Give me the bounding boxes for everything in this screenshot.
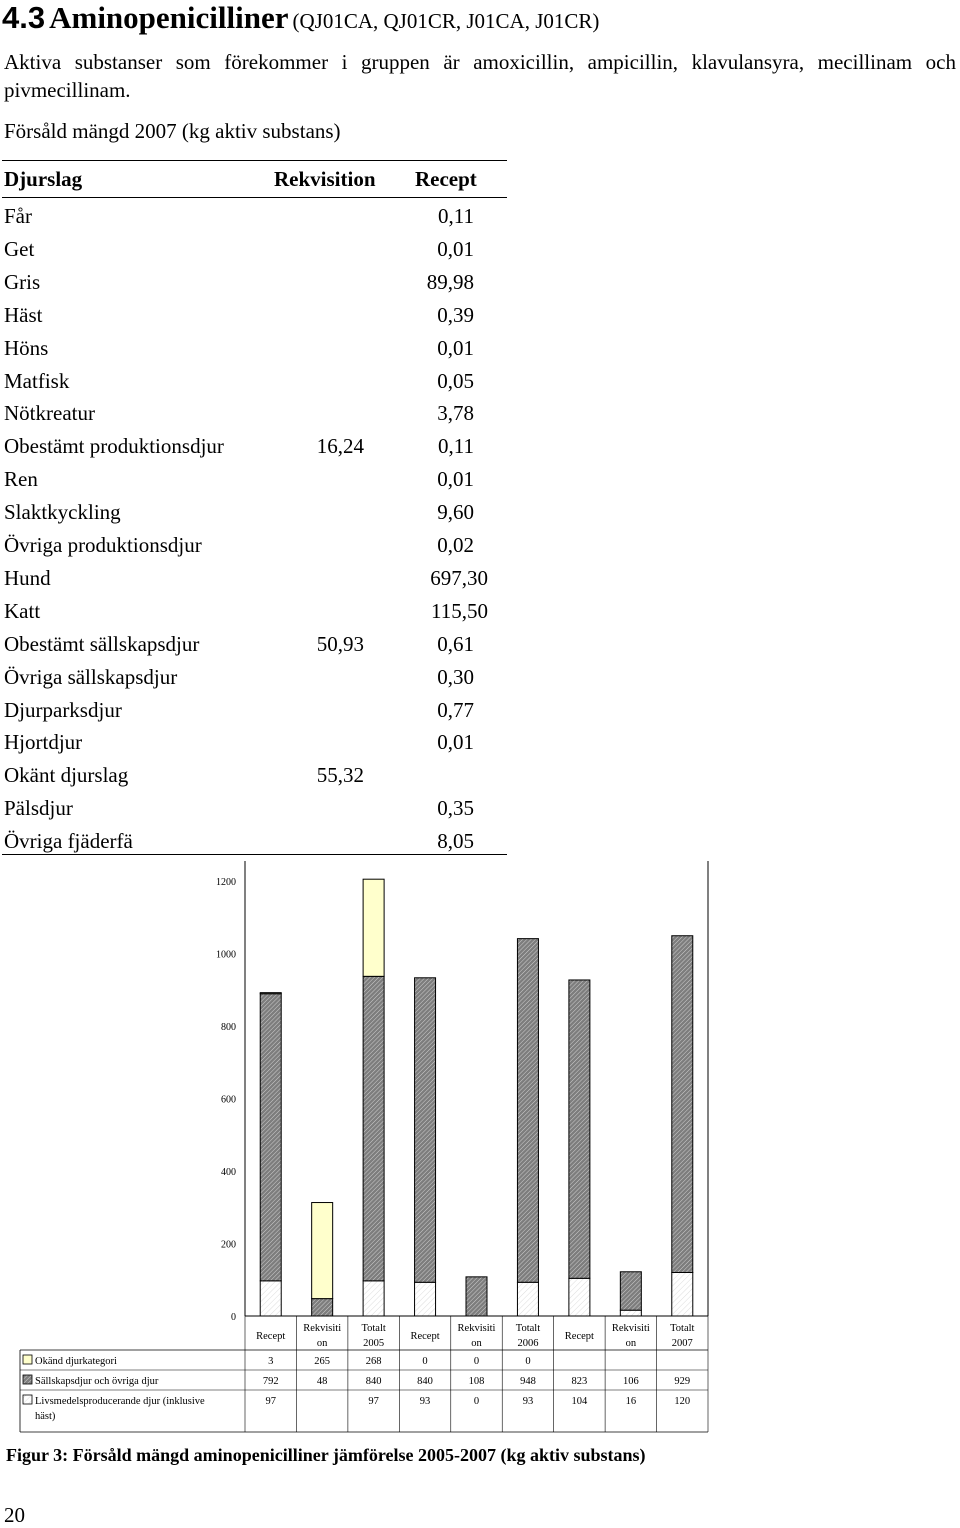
data-table-value: 16 [625,1396,637,1407]
data-table-value: 97 [368,1396,379,1407]
y-tick-label: 400 [221,1167,236,1178]
cell-recept: 0,01 [437,335,474,360]
cell-recept: 0,61 [437,631,474,656]
cell-djurslag: Övriga sällskapsdjur [4,664,178,689]
table-row [2,336,507,369]
bar-segment [312,1299,333,1316]
cell-djurslag: Obestämt produktionsdjur [4,434,224,459]
data-table-value: 823 [571,1376,588,1387]
x-category-label: Rekvisiti on [457,1323,496,1349]
atc-codes: (QJ01CA, QJ01CR, J01CA, J01CR) [292,9,600,33]
bar-segment [312,1203,333,1299]
data-table-value: 97 [265,1396,276,1407]
table-row [2,730,507,763]
data-table-value: 120 [674,1396,691,1407]
bar-segment [466,1277,487,1316]
cell-recept: 0,39 [437,302,474,327]
legend-label: Okänd djurkategori [35,1356,117,1367]
header-djurslag: Djurslag [4,167,83,191]
cell-djurslag: Häst [4,302,43,327]
data-table-value: 93 [522,1396,534,1407]
x-category-label: Recept [256,1331,286,1342]
intro-paragraph: Aktiva substanser som förekommer i gruppen är amoxicillin, ampicillin, klavulansyra, mecillinam och pivmecillinam. [4,50,956,102]
table-row [2,369,507,402]
table-row [2,500,507,533]
legend-swatch [23,1375,32,1384]
x-category-label: Recept [410,1331,440,1342]
data-table-value: 265 [314,1356,331,1367]
bar-segment [260,1281,281,1316]
bar-segment [672,1273,693,1317]
data-table-value: 792 [262,1376,279,1387]
section-heading [2,0,599,36]
cell-djurslag: Höns [4,335,49,360]
y-tick-label: 1000 [216,949,236,961]
cell-recept: 0,30 [437,664,474,689]
cell-djurslag: Slaktkyckling [4,500,121,525]
cell-recept: 0,11 [438,204,474,228]
data-table-value: 840 [365,1376,382,1387]
cell-djurslag: Gris [4,269,41,294]
cell-recept: 3,78 [437,401,474,426]
data-table-value: 268 [365,1356,382,1367]
cell-djurslag: Nötkreatur [4,401,95,426]
cell-recept: 0,77 [437,697,474,722]
cell-djurslag: Får [4,204,32,228]
cell-djurslag: Hund [4,565,51,590]
bar-segment [620,1310,641,1316]
x-category-label: Recept [564,1331,594,1342]
bar-segment [569,980,590,1278]
data-table-value: 0 [525,1356,531,1367]
section-number: 4.3 [2,0,46,35]
y-tick-label: 1200 [216,877,236,888]
table-row [2,665,507,698]
data-table-value: 0 [473,1356,480,1367]
table-caption: Försåld mängd 2007 (kg aktiv substans) [4,119,341,143]
stacked-bar-chart [0,855,960,1440]
table-top-rule [2,160,507,161]
legend-label: Livsmedelsproducerande djur (inklusive häst) [35,1396,205,1422]
table-row [2,434,507,467]
bar-segment [415,978,436,1283]
cell-rekvisition: 16,24 [316,434,364,459]
data-table-value: 948 [520,1376,536,1387]
x-category-label: Rekvisiti on [303,1323,342,1349]
bar-segment [260,994,281,1281]
cell-recept: 0,01 [437,467,474,492]
y-tick-label: 800 [221,1022,236,1033]
data-table-value: 929 [674,1376,691,1387]
table-row [2,204,507,237]
y-tick-label: 0 [231,1312,236,1323]
cell-djurslag: Hjortdjur [4,730,83,755]
table-row [2,599,507,632]
cell-djurslag: Djurparksdjur [4,697,122,722]
data-table-value: 3 [268,1356,274,1367]
data-table-value: 104 [571,1396,588,1407]
table-row [2,632,507,665]
data-table-value: 106 [622,1376,639,1387]
bar-segment [517,939,538,1283]
page-number: 20 [4,1503,25,1527]
cell-djurslag: Ren [4,467,38,492]
bar-segment [415,1282,436,1316]
cell-recept: 0,05 [437,368,474,393]
bar-segment [363,1281,384,1316]
bar-segment [517,1282,538,1316]
cell-recept: 0,11 [438,434,474,459]
x-category-label: Totalt 2007 [670,1323,695,1349]
cell-djurslag: Katt [4,598,41,623]
cell-djurslag: Okänt djurslag [4,763,129,788]
cell-recept: 0,01 [437,236,474,261]
table-row [2,698,507,731]
table-row [2,237,507,270]
cell-recept: 0,02 [437,533,474,557]
cell-recept: 0,01 [437,730,474,755]
cell-recept: 697,30 [430,565,488,590]
table-header-rule [2,197,507,198]
legend-label: Sällskapsdjur och övriga djur [35,1376,159,1387]
x-category-label: Totalt 2005 [361,1323,386,1349]
table-row [2,566,507,599]
cell-djurslag: Övriga produktionsdjur [4,533,202,557]
data-table-value: 0 [473,1396,480,1407]
cell-recept: 89,98 [426,269,474,294]
cell-djurslag: Matfisk [4,368,70,393]
bar-segment [672,936,693,1273]
header-recept: Recept [415,167,477,191]
cell-djurslag: Övriga fjäderfä [4,829,133,854]
cell-rekvisition: 50,93 [316,631,364,656]
cell-rekvisition: 55,32 [316,763,364,788]
y-tick-label: 200 [221,1239,236,1251]
table-row [2,467,507,500]
bar-segment [260,993,281,994]
legend-swatch [23,1395,32,1404]
bar-segment [363,879,384,976]
section-title: Aminopenicilliner [49,0,289,35]
cell-djurslag: Obestämt sällskapsdjur [4,631,200,656]
cell-djurslag: Pälsdjur [4,796,73,821]
cell-recept: 8,05 [437,829,474,854]
table-row [2,303,507,336]
x-category-label: Totalt 2006 [515,1323,541,1349]
bar-segment [569,1278,590,1316]
y-tick-label: 600 [221,1094,236,1106]
table-row [2,763,507,796]
data-table-value: 0 [422,1356,428,1367]
data-table-value: 108 [468,1376,485,1387]
header-rekvisition: Rekvisition [274,167,376,191]
figure-caption: Figur 3: Försåld mängd aminopenicilliner jämförelse 2005-2007 (kg aktiv substans) [6,1445,646,1465]
bar-segment [620,1272,641,1310]
legend-swatch [23,1355,32,1364]
cell-recept: 115,50 [431,598,488,623]
table-row [2,270,507,303]
data-table-value: 93 [419,1396,431,1407]
cell-djurslag: Get [4,236,35,261]
cell-recept: 9,60 [437,500,474,525]
table-row [2,533,507,566]
x-category-label: Rekvisiti on [611,1323,650,1349]
bar-segment [363,976,384,1281]
cell-recept: 0,35 [437,796,474,821]
table-row [2,401,507,434]
data-table-value: 840 [417,1376,433,1387]
table-row [2,796,507,829]
data-table-value: 48 [316,1376,328,1387]
